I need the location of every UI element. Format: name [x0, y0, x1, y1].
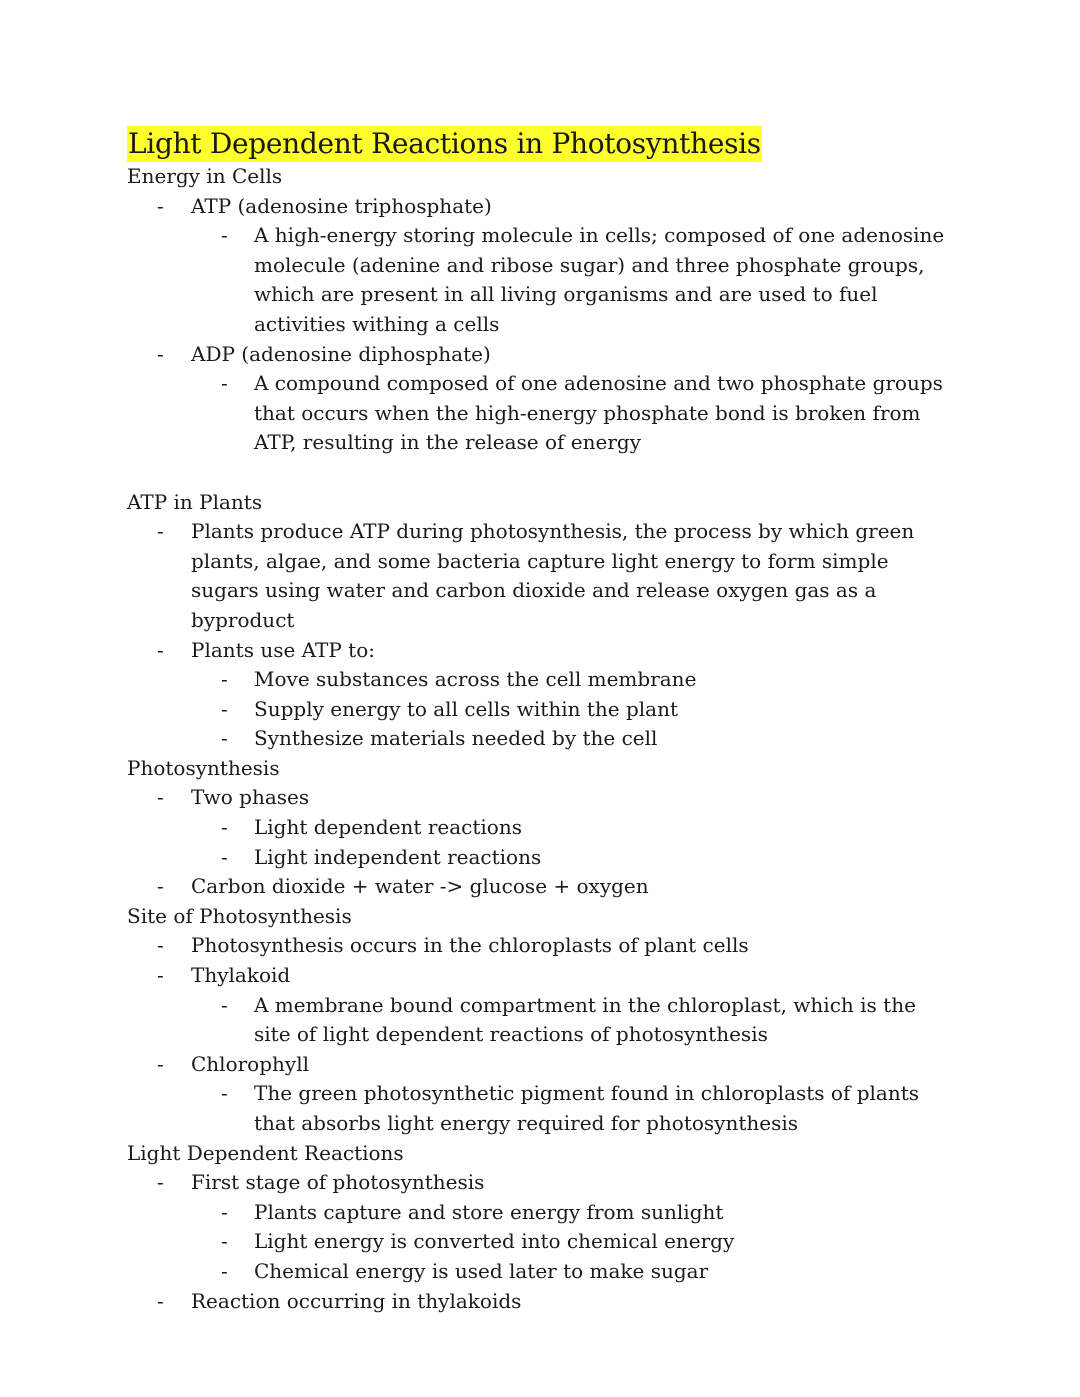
list-item-text: Move substances across the cell membrane — [254, 667, 697, 692]
list-item-text: Plants produce ATP during photosynthesis, the process by which green plants, algae, and some bacteria capture light energy to form simple sugars using water and carbon dioxide and release oxygen gas as a byproduct — [191, 519, 915, 632]
list-item — [127, 636, 957, 666]
list-item-text: A compound composed of one adenosine and two phosphate groups that occurs when the high-energy phosphate bond is broken from ATP, resulting in the release of energy — [254, 371, 943, 455]
dash-marker: - — [157, 1288, 164, 1313]
section-heading: Site of Photosynthesis — [127, 903, 352, 928]
list-item — [127, 991, 957, 1050]
bullet-list — [127, 783, 957, 901]
list-item-text: Supply energy to all cells within the plant — [254, 696, 678, 721]
list-item — [127, 695, 957, 725]
section-site-of-photosynthesis — [127, 902, 957, 1139]
list-item — [127, 1050, 957, 1080]
dash-marker: - — [157, 341, 164, 366]
list-item-text: Plants use ATP to: — [191, 637, 375, 662]
list-item — [127, 192, 957, 222]
section-heading: Photosynthesis — [127, 755, 280, 780]
list-item — [127, 1079, 957, 1138]
list-item-text: First stage of photosynthesis — [191, 1170, 485, 1195]
list-item-text: A high-energy storing molecule in cells; composed of one adenosine molecule (adenine and ribose sugar) and three phosphate groups, which are present in all living organisms and are used to fuel activities withing a cells — [254, 223, 945, 336]
section-energy-in-cells — [127, 162, 957, 458]
list-item — [127, 665, 957, 695]
dash-marker: - — [157, 933, 164, 958]
list-item-text: Two phases — [191, 785, 310, 810]
dash-marker: - — [221, 1258, 228, 1283]
dash-marker: - — [157, 1051, 164, 1076]
list-item-text: Carbon dioxide + water -> glucose + oxygen — [191, 874, 649, 899]
list-item-text: The green photosynthetic pigment found in chloroplasts of plants that absorbs light energy required for photosynthesis — [254, 1081, 920, 1135]
dash-marker: - — [157, 637, 164, 662]
list-item — [127, 221, 957, 339]
list-item — [127, 1198, 957, 1228]
list-item — [127, 340, 957, 370]
dash-marker: - — [157, 874, 164, 899]
dash-marker: - — [157, 963, 164, 988]
dash-marker: - — [221, 992, 228, 1017]
list-item — [127, 517, 957, 635]
list-item-text: ATP (adenosine triphosphate) — [191, 193, 492, 218]
list-item-text: Photosynthesis occurs in the chloroplasts of plant cells — [191, 933, 749, 958]
dash-marker: - — [221, 223, 228, 248]
list-item-text: Light dependent reactions — [254, 815, 522, 840]
list-item — [127, 724, 957, 754]
list-item — [127, 783, 957, 813]
dash-marker: - — [221, 696, 228, 721]
list-item — [127, 961, 957, 991]
list-item — [127, 872, 957, 902]
list-item — [127, 1257, 957, 1287]
dash-marker: - — [221, 815, 228, 840]
dash-marker: - — [157, 1170, 164, 1195]
list-item — [127, 843, 957, 873]
list-item-text: Thylakoid — [191, 963, 291, 988]
section-atp-in-plants — [127, 488, 957, 754]
dash-marker: - — [221, 1199, 228, 1224]
dash-marker: - — [221, 667, 228, 692]
list-item-text: A membrane bound compartment in the chloroplast, which is the site of light dependent reactions of photosynthesis — [254, 992, 916, 1047]
list-item — [127, 369, 957, 458]
list-item-text: Plants capture and store energy from sunlight — [254, 1199, 724, 1224]
section-heading: ATP in Plants — [127, 489, 263, 514]
section-heading: Energy in Cells — [127, 164, 283, 188]
dash-marker: - — [221, 844, 228, 869]
bullet-list — [127, 517, 957, 754]
dash-marker: - — [221, 371, 228, 396]
list-item-text: Light independent reactions — [254, 844, 542, 869]
bullet-list — [127, 931, 957, 1138]
section-photosynthesis — [127, 754, 957, 902]
dash-marker: - — [157, 193, 164, 218]
list-item-text: Chemical energy is used later to make sugar — [254, 1258, 709, 1283]
list-item-text: Reaction occurring in thylakoids — [191, 1288, 522, 1313]
list-item-text: ADP (adenosine diphosphate) — [191, 341, 491, 366]
dash-marker: - — [157, 785, 164, 810]
dash-marker: - — [221, 1081, 228, 1106]
bullet-list — [127, 192, 957, 458]
list-item — [127, 1168, 957, 1198]
list-item — [127, 813, 957, 843]
dash-marker: - — [157, 519, 164, 544]
dash-marker: - — [221, 726, 228, 751]
section-light-dependent-reactions — [127, 1139, 957, 1317]
list-item — [127, 1227, 957, 1257]
list-item-text: Chlorophyll — [191, 1051, 309, 1076]
page-title: Light Dependent Reactions in Photosynthesis — [128, 127, 761, 160]
list-item — [127, 1287, 957, 1317]
list-item-text: Light energy is converted into chemical energy — [254, 1229, 735, 1254]
list-item-text: Synthesize materials needed by the cell — [254, 726, 658, 751]
dash-marker: - — [221, 1229, 228, 1254]
bullet-list — [127, 1168, 957, 1316]
section-heading: Light Dependent Reactions — [127, 1140, 404, 1165]
document-body — [127, 126, 957, 1316]
list-item — [127, 931, 957, 961]
